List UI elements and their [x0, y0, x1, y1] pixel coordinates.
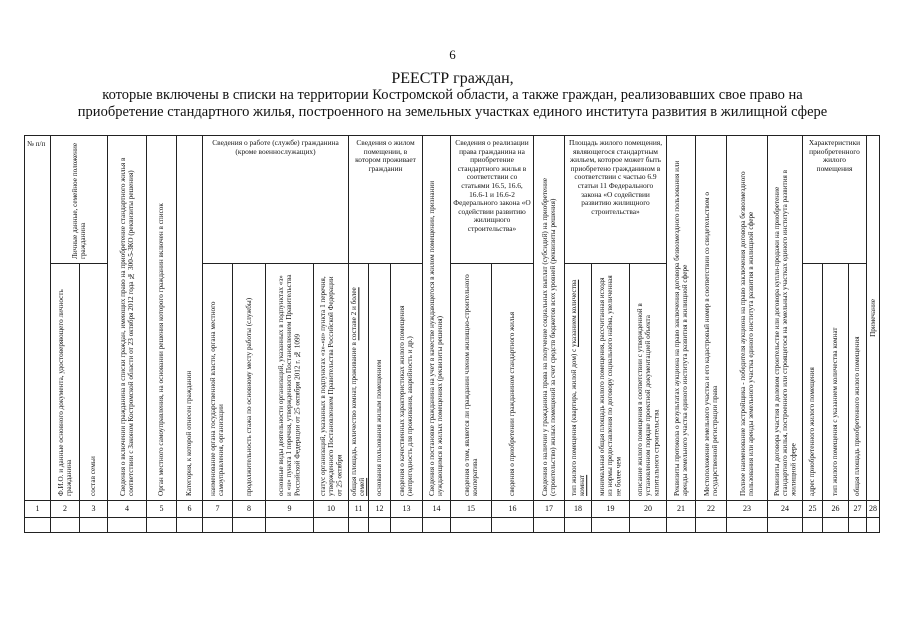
column-number: 1	[25, 501, 51, 518]
empty-cell	[266, 518, 314, 533]
column-number-row	[25, 501, 880, 518]
header-c16-text: сведения о приобретении гражданином стандартного жилья	[508, 311, 517, 496]
header-c23-text: Полное наименование застройщика - победителя аукциона на право заключения договора безвозмездного пользования или аренды земельного участка единого института развития в жилищной сфере	[738, 171, 755, 496]
column-number: 28	[867, 501, 880, 518]
header-c15	[451, 264, 492, 501]
header-c2	[51, 264, 80, 501]
header-c21	[667, 136, 696, 501]
header-c3	[80, 264, 108, 501]
header-c12-text: основания пользования жилым помещением	[375, 359, 384, 496]
header-c18-part2: указанием количества комнат	[569, 279, 586, 496]
empty-cell	[25, 518, 51, 533]
empty-cell	[696, 518, 727, 533]
empty-cell	[451, 518, 492, 533]
header-work-group: Сведения о работе (службе) гражданина (кроме военнослужащих)	[203, 136, 349, 264]
header-c7	[203, 264, 233, 501]
column-number: 19	[592, 501, 630, 518]
empty-cell	[803, 518, 823, 533]
column-number: 24	[768, 501, 803, 518]
header-c20-text: описание жилого помещения в соответствии с утвержденной в установленном порядке проектной документацией объекта капитального строительства	[635, 303, 661, 496]
header-c22	[696, 136, 727, 501]
empty-cell	[565, 518, 592, 533]
empty-cell	[147, 518, 177, 533]
header-c22-text: Местоположение земельного участка и его кадастровый номер в соответствии со свидетельством о государственной регистрации права	[702, 192, 719, 496]
header-c11-text	[350, 274, 366, 496]
column-number: 13	[391, 501, 423, 518]
header-c4	[108, 136, 147, 501]
column-number: 12	[369, 501, 391, 518]
column-number: 16	[492, 501, 534, 518]
header-c1: № п/п	[25, 136, 51, 501]
header-c8-text: продолжительность стажа по основному месту работы (службы)	[244, 297, 253, 496]
header-c14-text: Сведения о постановке гражданина на учет в качестве нуждающегося в жилом помещении, признании нуждающимся в жилых помещениях (реквизиты решения)	[428, 180, 445, 496]
header-c13	[391, 264, 423, 501]
empty-cell	[203, 518, 233, 533]
empty-cell	[492, 518, 534, 533]
column-number: 14	[423, 501, 451, 518]
header-c15-text: сведения о том, является ли гражданин членом жилищно-строительного кооператива	[462, 274, 479, 496]
header-c21-text: Реквизиты протокола о результатах аукциона на право заключения договора безвозмездного пользования или аренды земельного участка единого института развития в жилищной сфере	[672, 160, 689, 496]
column-number: 21	[667, 501, 696, 518]
header-c7-text: наименование органа государственной власти, органа местного самоуправления, организации	[209, 301, 226, 496]
column-number: 20	[630, 501, 667, 518]
empty-cell	[391, 518, 423, 533]
empty-cell	[727, 518, 768, 533]
header-c11-part2: составе 2 и более семей	[350, 287, 367, 496]
header-personal-group-text: Личные данные, семейное положение гражданина	[70, 142, 87, 259]
column-number: 27	[849, 501, 867, 518]
column-number: 4	[108, 501, 147, 518]
header-c25-text: адрес приобретенного жилого помещения	[808, 367, 817, 496]
header-c28	[867, 136, 880, 501]
header-c18-part1: тип жилого помещения (квартира, жилой дом) с	[569, 346, 578, 496]
column-number: 5	[147, 501, 177, 518]
empty-cell	[233, 518, 266, 533]
empty-cell	[423, 518, 451, 533]
title-line-1: РЕЕСТР граждан,	[391, 70, 514, 87]
empty-cell	[108, 518, 147, 533]
header-c8	[233, 264, 266, 501]
registry-table	[24, 135, 880, 533]
header-c26-text: тип жилого помещения с указанием количества комнат	[831, 327, 840, 496]
document-title	[0, 70, 905, 121]
header-c11-part1: общая площадь, количество комнат, проживание в	[350, 340, 359, 496]
column-number: 9	[266, 501, 314, 518]
column-number: 10	[314, 501, 349, 518]
header-c14	[423, 136, 451, 501]
column-number: 22	[696, 501, 727, 518]
column-number: 8	[233, 501, 266, 518]
column-number: 18	[565, 501, 592, 518]
header-c2-text: Ф.И.О. и данные основного документа, удостоверяющего личность гражданина	[56, 289, 73, 496]
header-c4-text: Сведения о включении гражданина в списки граждан, имеющих право на приобретение стандартного жилья в соответствии с Законом Костромской области от 23 октября 2012 года № 300-5-ЗКО (реквизиты решения)	[118, 157, 135, 496]
empty-cell	[823, 518, 849, 533]
header-area-group: Площадь жилого помещения, являющегося стандартным жильем, которое может быть приобретено гражданином в соответствии с частью 6.9 статьи 11 Федерального закона «О содействии развитию жилищного строительства»	[565, 136, 667, 264]
column-number: 17	[534, 501, 565, 518]
header-c10	[314, 264, 349, 501]
title-line-3: приобретение стандартного жилья, построенного на земельных участках единого института развития в жилищной сфере	[77, 104, 828, 120]
column-number: 6	[177, 501, 203, 518]
header-c27	[849, 264, 867, 501]
column-number: 26	[823, 501, 849, 518]
header-c9	[266, 264, 314, 501]
empty-cell	[534, 518, 565, 533]
header-c20	[630, 264, 667, 501]
empty-cell	[51, 518, 80, 533]
empty-cell	[768, 518, 803, 533]
header-char-group: Характеристики приобретенного жилого помещения	[803, 136, 867, 264]
header-c19	[592, 264, 630, 501]
header-c3-text: состав семьи	[89, 456, 98, 496]
column-number: 2	[51, 501, 80, 518]
header-c13-text: сведения о качественных характеристиках жилого помещения (непригодность для проживания, аварийность и др.)	[398, 305, 415, 496]
empty-cell	[314, 518, 349, 533]
empty-cell	[849, 518, 867, 533]
column-number: 3	[80, 501, 108, 518]
header-c25	[803, 264, 823, 501]
header-c11	[349, 264, 369, 501]
header-c6	[177, 136, 203, 501]
header-housing-group: Сведения о жилом помещении, в котором проживает гражданин	[349, 136, 423, 264]
header-c18	[565, 264, 592, 501]
empty-cell	[369, 518, 391, 533]
header-c6-text: Категория, к которой отнесен гражданин	[185, 370, 194, 496]
empty-cell	[177, 518, 203, 533]
header-c28-text: Примечание	[868, 299, 877, 337]
empty-cell	[867, 518, 880, 533]
empty-cell	[349, 518, 369, 533]
column-number: 25	[803, 501, 823, 518]
header-c10-text: статус организаций, указанных в подпунктах «з»-«и» пункта 1 перечня, утвержденного Постановлением Правительства Российской Федерации от 25 октября	[318, 276, 344, 496]
header-c24	[768, 136, 803, 501]
empty-cell	[592, 518, 630, 533]
header-c26	[823, 264, 849, 501]
header-c5	[147, 136, 177, 501]
header-c9-text: основные виды деятельности организаций, указанных в подпунктах «з» и «и» пункта 1 перечня, утвержденного Постановлением Правительства Российской Федерации от 25 октября 2012 г. № 1099	[277, 274, 302, 496]
header-c24-text: Реквизиты договора участия в долевом строительстве или договора купли-продажи на приобретение стандартного жилья, построенного или строящегося на земельных участках единого института развития в жилищной сфере	[772, 170, 798, 496]
header-c17	[534, 136, 565, 501]
column-number: 7	[203, 501, 233, 518]
title-line-2: которые включены в списки на территории Костромской области, а также граждан, реализовавших свое право на	[102, 87, 803, 103]
empty-cell	[667, 518, 696, 533]
empty-data-row	[25, 518, 880, 533]
header-personal-group	[51, 136, 108, 264]
header-c12	[369, 264, 391, 501]
header-c27-text: общая площадь приобретенного жилого помещения	[853, 336, 862, 496]
header-c19-text: минимальная общая площадь жилого помещения, рассчитанная исходя из нормы предоставления по договору социального найма, увеличенная не более чем	[598, 275, 623, 496]
empty-cell	[80, 518, 108, 533]
empty-cell	[630, 518, 667, 533]
column-number: 23	[727, 501, 768, 518]
column-number: 15	[451, 501, 492, 518]
column-number: 11	[349, 501, 369, 518]
header-c5-text: Орган местного самоуправления, на основании решения которого гражданин включен в список	[157, 203, 166, 496]
header-c18-text	[570, 274, 586, 496]
header-c16	[492, 264, 534, 501]
page-number: 6	[449, 47, 456, 62]
header-c17-text: Сведения о наличии у гражданина права на получение социальных выплат (субсидий) на приобретение (строительство) жилых помещений за счет средств бюджетов всех уровней (реквизиты решения)	[540, 178, 557, 496]
header-realization-group: Сведения о реализации права гражданина на приобретение стандартного жилья в соответствии со статьями 16.5, 16.6, 16.6-1 и 16.6-2 Федерального закона «О содействии развитию жилищного строительства»	[451, 136, 534, 264]
header-c23	[727, 136, 768, 501]
